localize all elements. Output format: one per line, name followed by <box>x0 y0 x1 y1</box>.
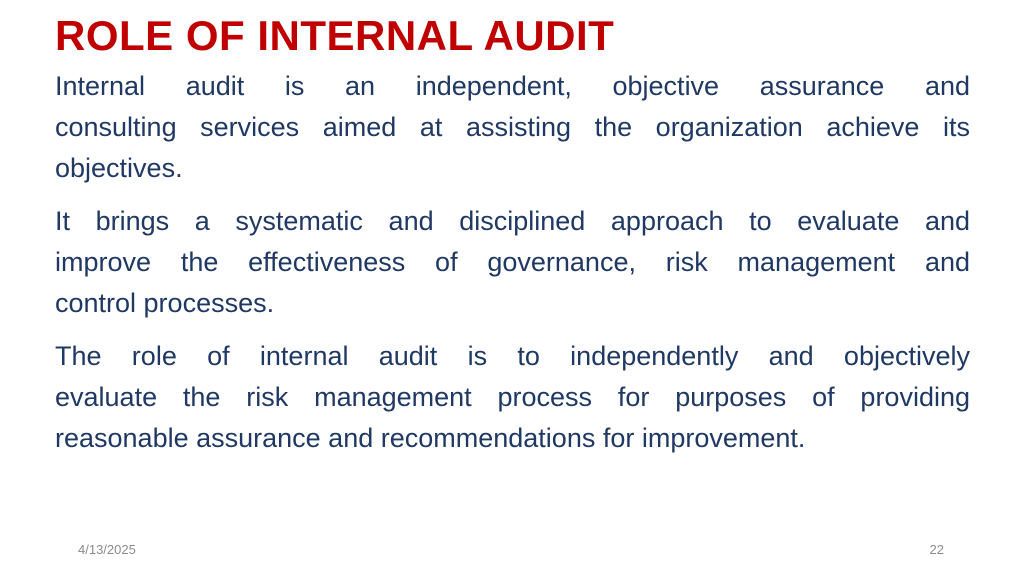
paragraph-role-evaluation <box>55 336 970 459</box>
slide-title: ROLE OF INTERNAL AUDIT <box>55 12 615 59</box>
paragraph-line: control processes. <box>55 288 275 318</box>
paragraph-line: The role of internal audit is to independently and objectively <box>55 341 970 371</box>
paragraph-line: It brings a systematic and disciplined approach to evaluate and <box>55 206 970 236</box>
paragraph-systematic-approach <box>55 201 970 324</box>
paragraph-line: evaluate the risk management process for purposes of providing <box>55 382 970 412</box>
paragraph-line: reasonable assurance and recommendations for improvement. <box>55 423 806 453</box>
paragraph-line: Internal audit is an independent, objective assurance and <box>55 71 970 101</box>
footer-slide-number: 22 <box>929 542 944 557</box>
slide-content <box>55 12 970 471</box>
footer-date: 4/13/2025 <box>78 542 136 557</box>
paragraph-line: consulting services aimed at assisting the organization achieve its <box>55 112 970 142</box>
paragraph-internal-audit-definition <box>55 66 970 189</box>
paragraph-line: improve the effectiveness of governance, risk management and <box>55 247 970 277</box>
paragraph-line: objectives. <box>55 153 183 183</box>
